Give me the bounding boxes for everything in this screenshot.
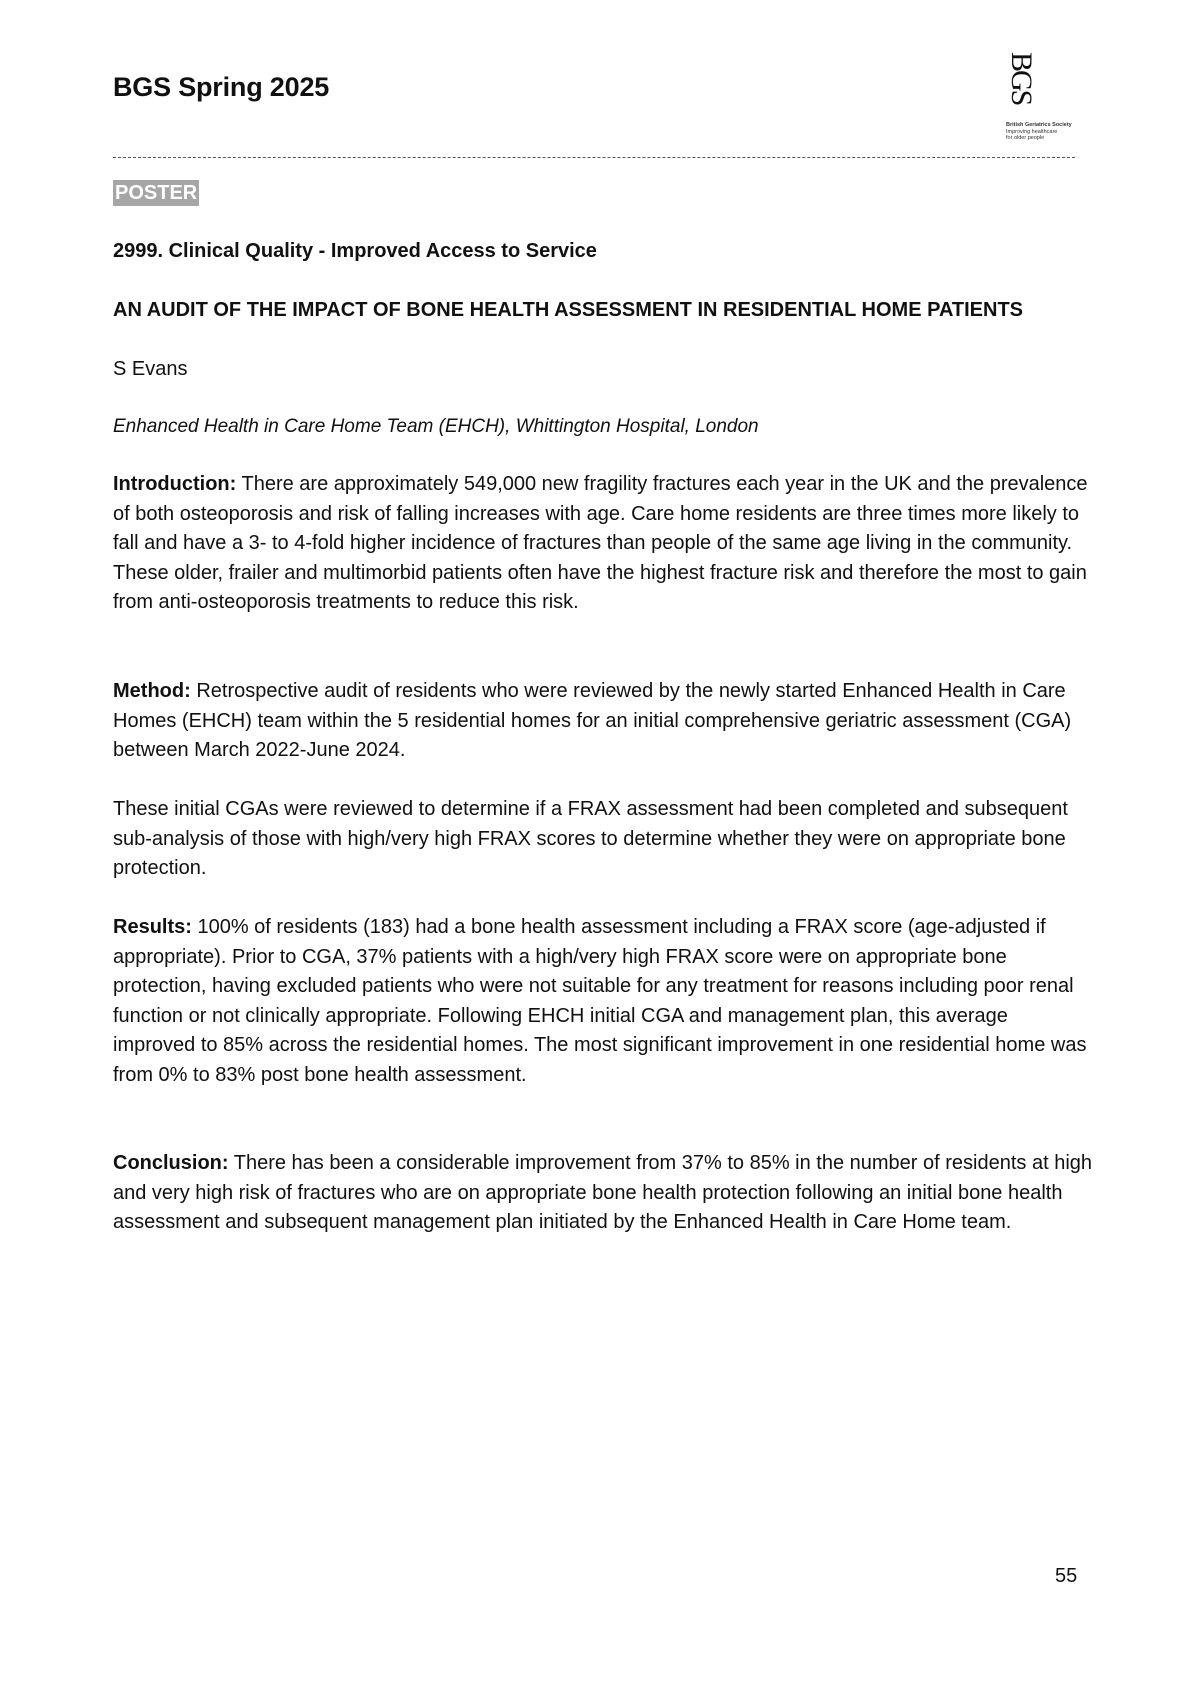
conclusion-paragraph xyxy=(113,1149,1093,1238)
method-text: Retrospective audit of residents who were reviewed by the newly started Enhanced Health in Care Homes (EHCH) team within the 5 residential homes for an initial comprehensive geriatric assessment (CGA) between March 2022-June 2024. xyxy=(113,680,1072,761)
author: S Evans xyxy=(113,358,188,380)
page-number: 55 xyxy=(1055,1565,1078,1587)
conclusion-label: Conclusion: xyxy=(113,1152,229,1174)
affiliation: Enhanced Health in Care Home Team (EHCH), Whittington Hospital, London xyxy=(113,416,759,437)
abstract-id-line: 2999. Clinical Quality - Improved Access to Service xyxy=(113,240,597,262)
results-label: Results: xyxy=(113,916,192,938)
results-text: 100% of residents (183) had a bone health assessment including a FRAX score (age-adjusted if appropriate). Prior to CGA, 37% patients with a high/very high FRAX score were on appropriate bone protection, having excluded patients who were not suitable for any treatment for reasons including poor renal function or not clinically appropriate. Following EHCH initial CGA and management plan, this average improved to 85% across the residential homes. The most significant improvement in one residential home was from 0% to 83% post bone health assessment. xyxy=(113,916,1087,1086)
bgs-logo-icon: BGS xyxy=(1005,52,1038,105)
introduction-text: There are approximately 549,000 new fragility fractures each year in the UK and the prevalence of both osteoporosis and risk of falling increases with age. Care home residents are three times more likely to fall and have a 3- to 4-fold higher incidence of fractures than people of the same age living in the community. These older, frailer and multimorbid patients often have the highest fracture risk and therefore the most to gain from anti-osteoporosis treatments to reduce this risk. xyxy=(113,473,1088,613)
logo-tagline-1: Improving healthcare xyxy=(1006,128,1058,135)
bgs-logo xyxy=(1006,52,1086,142)
logo-tagline-2: for older people xyxy=(1006,135,1045,141)
abstract-title: AN AUDIT OF THE IMPACT OF BONE HEALTH ASSESSMENT IN RESIDENTIAL HOME PATIENTS xyxy=(113,299,1024,321)
method-label: Method: xyxy=(113,680,191,702)
logo-org-name: British Geriatrics Society xyxy=(1006,122,1072,128)
method-continued-paragraph: These initial CGAs were reviewed to determine if a FRAX assessment had been completed and subsequent sub-analysis of those with high/very high FRAX scores to determine whether they were on appropriate bone protection. xyxy=(113,798,1068,879)
results-paragraph xyxy=(113,913,1093,1090)
conclusion-text: There has been a considerable improvement from 37% to 85% in the number of residents at high and very high risk of fractures who are on appropriate bone health protection following an initial bone health assessment and subsequent management plan initiated by the Enhanced Health in Care Home team. xyxy=(113,1152,1093,1233)
poster-badge: POSTER xyxy=(115,182,198,204)
logo-caption xyxy=(1006,122,1072,142)
introduction-paragraph xyxy=(113,470,1093,618)
document-header-title: BGS Spring 2025 xyxy=(113,72,330,102)
header-divider xyxy=(113,157,1075,158)
introduction-label: Introduction: xyxy=(113,473,237,495)
method-paragraph xyxy=(113,677,1093,766)
